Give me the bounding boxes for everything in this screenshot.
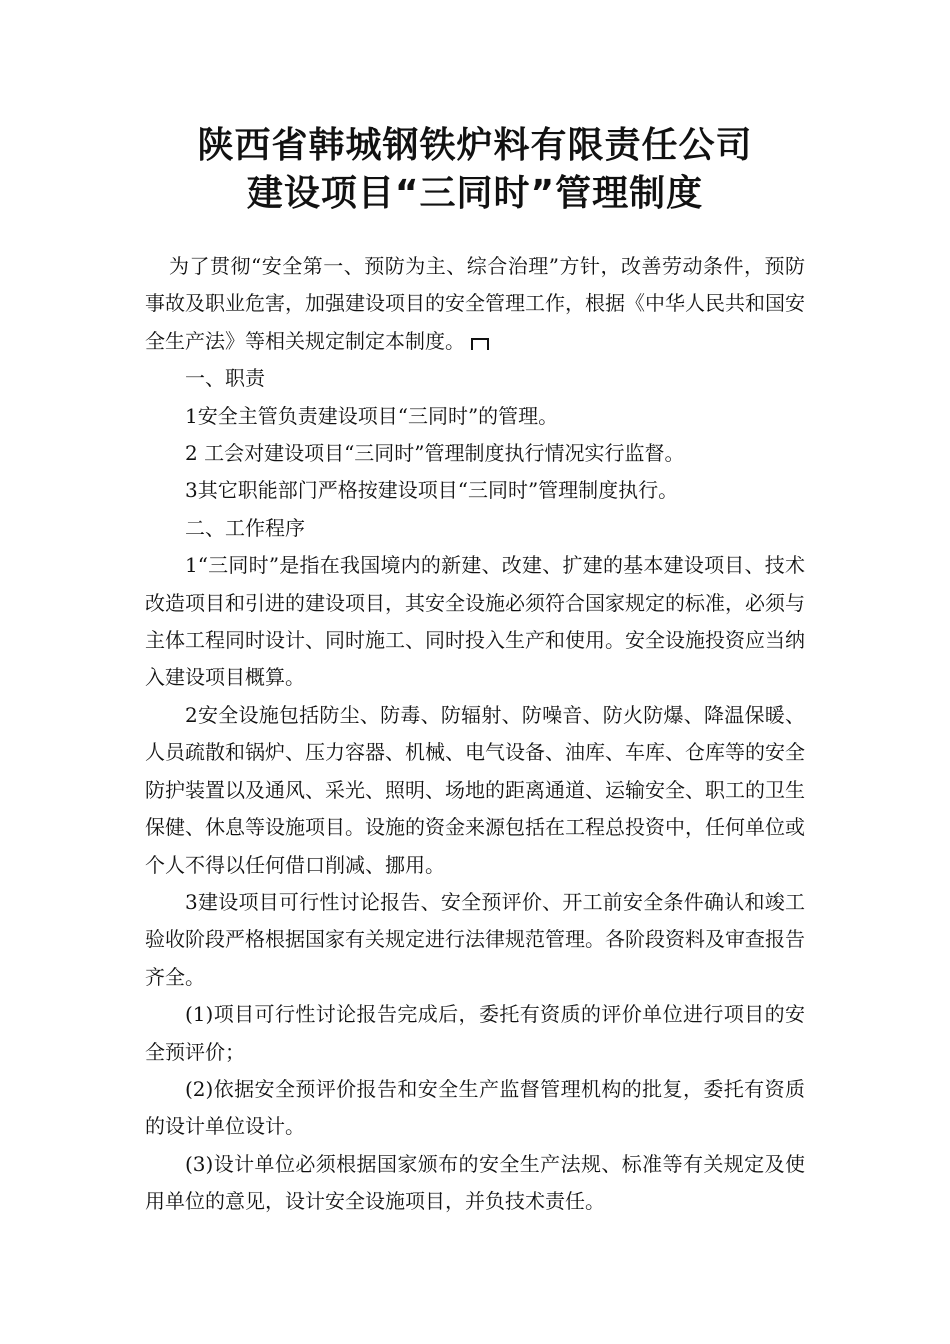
paragraph: (2)依据安全预评价报告和安全生产监督管理机构的批复，委托有资质的设计单位设计。: [145, 1076, 805, 1139]
section-heading-responsibilities: 一、职责: [185, 366, 265, 391]
edit-mark-icon: [471, 338, 489, 350]
document-title-line2: 建设项目“三同时”管理制度: [246, 173, 704, 214]
section-heading-procedure: 二、工作程序: [185, 515, 305, 540]
intro-paragraph: [145, 248, 805, 360]
paragraph: 3建设项目可行性讨论报告、安全预评价、开工前安全条件确认和竣工验收阶段严格根据国家有关规定进行法律规范管理。各阶段资料及审查报告齐全。: [145, 889, 805, 989]
paragraph: 2 工会对建设项目“三同时”管理制度执行情况实行监督。: [185, 441, 685, 466]
intro-paragraph-text: 为了贯彻“安全第一、预防为主、综合治理”方针，改善劳动条件，预防事故及职业危害，加强建设项目的安全管理工作，根据《中华人民共和国安全生产法》等相关规定制定本制度。: [145, 254, 805, 353]
paragraph: 2安全设施包括防尘、防毒、防辐射、防噪音、防火防爆、降温保暖、人员疏散和锅炉、压力容器、机械、电气设备、油库、车库、仓库等的安全防护装置以及通风、采光、照明、场地的距离通道、运输安全、职工的卫生保健、休息等设施项目。设施的资金来源包括在工程总投资中，任何单位或个人不得以任何借口削减、挪用。: [145, 702, 805, 877]
paragraph: 3其它职能部门严格按建设项目“三同时”管理制度执行。: [185, 478, 679, 503]
document-body: [145, 248, 805, 1221]
paragraph: 1安全主管负责建设项目“三同时”的管理。: [185, 403, 559, 428]
paragraph: (3)设计单位必须根据国家颁布的安全生产法规、标准等有关规定及使用单位的意见，设计安全设施项目，并负技术责任。: [145, 1151, 805, 1214]
paragraph: 1“三同时”是指在我国境内的新建、改建、扩建的基本建设项目、技术改造项目和引进的建设项目，其安全设施必须符合国家规定的标准，必须与主体工程同时设计、同时施工、同时投入生产和使用。安全设施投资应当纳入建设项目概算。: [145, 553, 805, 690]
paragraph: (1)项目可行性讨论报告完成后，委托有资质的评价单位进行项目的安全预评价；: [145, 1002, 805, 1064]
document-title-line1: 陕西省韩城钢铁炉料有限责任公司: [197, 125, 753, 166]
